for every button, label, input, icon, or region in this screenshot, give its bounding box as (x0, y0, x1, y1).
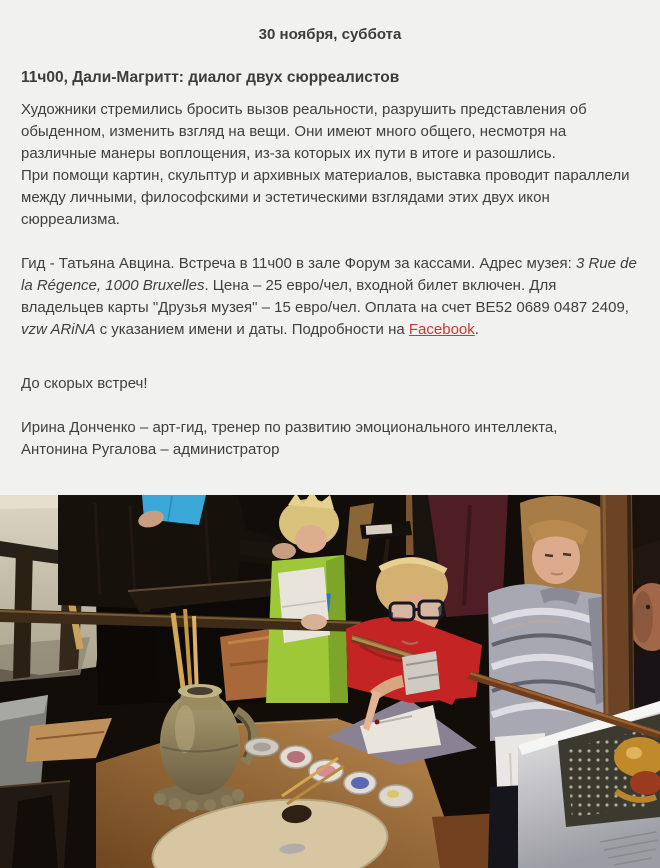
event-photo (0, 495, 660, 868)
event-description-para1: Художники стремились бросить вызов реальности, разрушить представления об обыденном, изменить взгляд на вещи. Они имеют много общего, несмотря на различные манеры воплощения, из-за которых их пути в итоге и разошлись. (21, 101, 587, 162)
date-header: 30 ноября, суббота (258, 26, 402, 43)
event-title: 11ч00, Дали-Магритт: диалог двух сюрреалистов (21, 69, 400, 86)
facebook-link[interactable]: Facebook (408, 321, 475, 338)
organization-name: vzw ARiNA (21, 321, 96, 338)
details-text-1: Гид - Татьяна Авцина. Встреча в 11ч00 в зале Форум за кассами. Адрес музея: (21, 255, 576, 272)
signature-block (21, 417, 639, 461)
details-text-3: с указанием имени и даты. Подробности на (95, 321, 409, 338)
event-photo-art (0, 495, 660, 868)
details-text-4: . (474, 321, 479, 338)
signature-line-1: Ирина Донченко – арт-гид, тренер по развитию эмоционального интеллекта, (21, 419, 558, 436)
details-text-2: . Цена – 25 евро/чел, входной билет включен. Для владельцев карты "Друзья музея" – 15 евро/чел. Оплата на счет BE52 0689 0487 2409, (21, 277, 629, 316)
event-description-para2: При помощи картин, скульптур и архивных материалов, выставка проводит параллели между личными, философскими и эстетическими взглядами этих двух икон сюрреализма. (21, 167, 630, 228)
event-description (21, 99, 639, 231)
signature-line-2: Антонина Ругалова – администратор (21, 441, 280, 458)
museum-address: 3 Rue de la Régence, 1000 Bruxelles (21, 255, 637, 294)
event-details (21, 253, 639, 341)
closing-line: До скорых встреч! (21, 375, 148, 392)
